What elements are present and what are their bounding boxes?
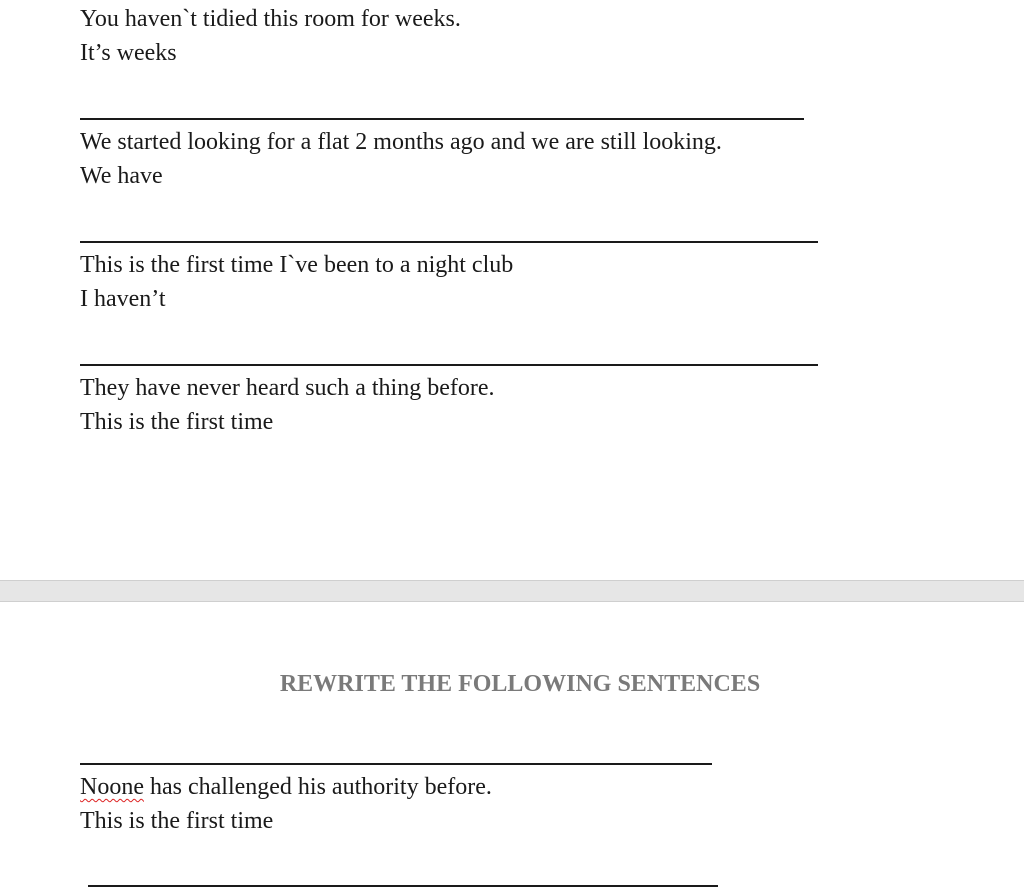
exercise-prompt: This is the first time xyxy=(80,409,274,435)
answer-line[interactable] xyxy=(88,885,718,887)
exercise-prompt: I haven’t xyxy=(80,286,166,312)
sentence-rest: has challenged his authority before. xyxy=(143,774,492,800)
exercise-sentence: We started looking for a flat 2 months ago and we are still looking. xyxy=(80,129,722,155)
exercise-prompt: It’s weeks xyxy=(80,40,177,66)
exercise-prompt: This is the first time xyxy=(80,808,274,834)
page-break xyxy=(0,580,1024,602)
exercise-prompt: We have xyxy=(80,163,163,189)
answer-line[interactable] xyxy=(80,364,818,366)
exercise-sentence: They have never heard such a thing before. xyxy=(80,375,495,401)
answer-line[interactable] xyxy=(80,241,818,243)
answer-line[interactable] xyxy=(80,763,712,765)
misspelled-word[interactable]: Noone xyxy=(80,774,144,800)
exercise-sentence: This is the first time I`ve been to a night club xyxy=(80,252,514,278)
exercise-sentence xyxy=(80,772,492,802)
answer-line[interactable] xyxy=(80,118,804,120)
section-heading: REWRITE THE FOLLOWING SENTENCES xyxy=(279,671,761,697)
exercise-sentence: You haven`t tidied this room for weeks. xyxy=(80,6,461,32)
